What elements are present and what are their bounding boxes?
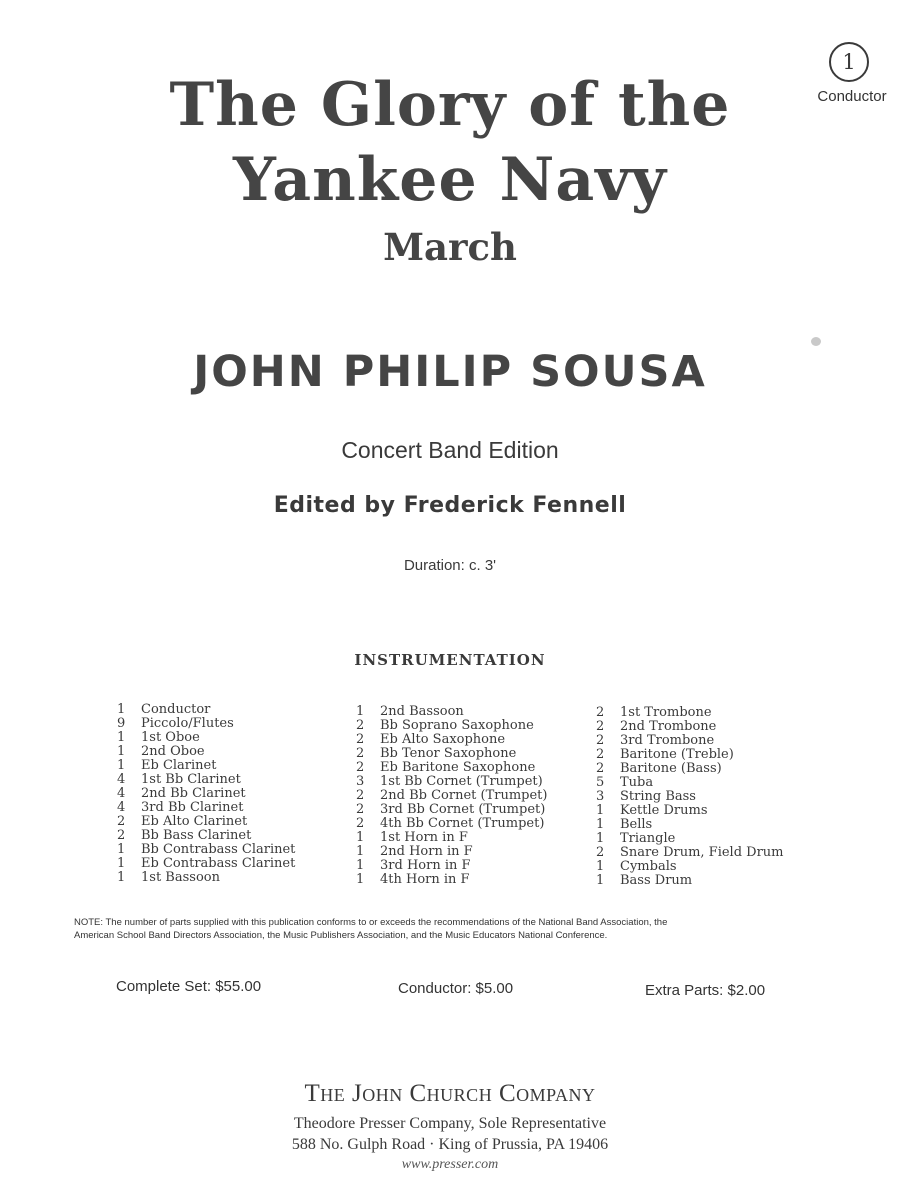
instrumentation-column-2 [356, 705, 547, 887]
instrument-name: Piccolo/Flutes [141, 716, 234, 731]
instrument-quantity: 4 [117, 772, 126, 787]
instrument-name: Bb Contrabass Clarinet [141, 842, 296, 857]
instrument-quantity: 2 [356, 816, 365, 831]
instrument-name: Snare Drum, Field Drum [620, 845, 784, 860]
instrument-name: 2nd Bb Clarinet [141, 786, 246, 801]
instrument-quantity: 4 [117, 786, 126, 801]
instrument-row [596, 804, 784, 818]
instrument-row [596, 748, 784, 762]
instrument-quantity: 1 [117, 870, 126, 885]
instrument-name: 1st Bb Cornet (Trumpet) [380, 774, 543, 789]
instrument-row [117, 857, 295, 871]
instrument-row [596, 818, 784, 832]
instrument-quantity: 2 [356, 802, 365, 817]
instrument-name: Bass Drum [620, 873, 693, 888]
instrument-row [356, 705, 547, 719]
instrument-quantity: 2 [117, 828, 126, 843]
instrument-name: Bb Tenor Saxophone [380, 746, 517, 761]
instrument-quantity: 2 [117, 814, 126, 829]
subtitle: March [383, 225, 517, 269]
price-conductor: Conductor: $5.00 [398, 980, 514, 997]
duration: Duration: c. 3' [403, 557, 497, 574]
instrument-quantity: 3 [356, 774, 365, 789]
instrument-row [596, 790, 784, 804]
instrument-name: 4th Horn in F [380, 872, 470, 887]
instrument-row [356, 789, 547, 803]
instrument-name: 3rd Bb Cornet (Trumpet) [380, 802, 546, 817]
publisher-name: The John Church Company [304, 1080, 596, 1107]
instrument-name: Eb Alto Clarinet [141, 814, 248, 829]
instrument-row [596, 720, 784, 734]
price-extra-parts: Extra Parts: $2.00 [645, 982, 766, 999]
instrument-quantity: 5 [596, 775, 605, 790]
instrument-row [117, 745, 295, 759]
instrument-name: 2nd Trombone [620, 719, 717, 734]
instrument-row [117, 759, 295, 773]
title-line-2: Yankee Navy [233, 145, 667, 215]
instrument-quantity: 2 [356, 788, 365, 803]
instrument-row [596, 874, 784, 888]
instrument-quantity: 1 [117, 842, 126, 857]
instrument-name: Bells [620, 817, 653, 832]
instrument-name: Eb Baritone Saxophone [380, 760, 536, 775]
instrument-name: 1st Bb Clarinet [141, 772, 241, 787]
instrument-quantity: 1 [596, 831, 605, 846]
instrument-name: Tuba [620, 775, 654, 790]
price-complete-set: Complete Set: $55.00 [116, 978, 262, 995]
instrument-row [117, 871, 295, 885]
instrument-row [356, 845, 547, 859]
instrument-name: Conductor [141, 702, 211, 717]
instrument-name: 3rd Trombone [620, 733, 715, 748]
instrument-name: 3rd Bb Clarinet [141, 800, 244, 815]
instrument-row [356, 873, 547, 887]
instrument-row [356, 733, 547, 747]
instrument-row [596, 706, 784, 720]
instrumentation-column-3 [596, 706, 784, 888]
instrument-name: Bb Soprano Saxophone [380, 718, 534, 733]
instrument-quantity: 1 [356, 704, 365, 719]
publisher-address: 588 No. Gulph Road · King of Prussia, PA 19406 [291, 1136, 609, 1153]
instrument-quantity: 2 [596, 845, 605, 860]
print-speck [811, 337, 821, 346]
instrument-row [117, 815, 295, 829]
instrument-row [356, 747, 547, 761]
instrument-quantity: 2 [596, 705, 605, 720]
instrument-row [117, 801, 295, 815]
instrument-row [596, 832, 784, 846]
instrument-quantity: 1 [596, 817, 605, 832]
instrument-row [117, 843, 295, 857]
instrument-row [117, 773, 295, 787]
instrument-name: Eb Contrabass Clarinet [141, 856, 296, 871]
instrument-row [117, 787, 295, 801]
note-line-1: NOTE: The number of parts supplied with this publication conforms to or exceeds the recommendations of the National Band Association, the [74, 917, 668, 928]
instrument-name: 2nd Bb Cornet (Trumpet) [380, 788, 548, 803]
instrument-name: Triangle [620, 831, 676, 846]
instrumentation-column-1 [117, 703, 295, 885]
title-line-1: The Glory of the [169, 70, 731, 140]
instrument-name: 1st Bassoon [141, 870, 220, 885]
instrument-quantity: 1 [356, 830, 365, 845]
instrument-name: Eb Clarinet [141, 758, 217, 773]
instrument-quantity: 1 [356, 858, 365, 873]
instrument-quantity: 2 [596, 719, 605, 734]
instrument-quantity: 2 [596, 761, 605, 776]
instrument-quantity: 1 [117, 730, 126, 745]
edition: Concert Band Edition [341, 437, 559, 463]
part-label: Conductor [817, 88, 887, 105]
instrument-row [356, 831, 547, 845]
instrument-name: String Bass [620, 789, 696, 804]
instrument-name: 2nd Oboe [141, 744, 205, 759]
instrument-quantity: 1 [596, 803, 605, 818]
instrument-row [356, 859, 547, 873]
instrument-quantity: 2 [356, 718, 365, 733]
instrument-name: 1st Horn in F [380, 830, 468, 845]
note-line-2: American School Band Directors Association, the Music Publishers Association, and the Music Educators National Conference. [74, 930, 608, 941]
instrument-quantity: 3 [596, 789, 605, 804]
instrument-quantity: 1 [596, 873, 605, 888]
instrumentation-heading: INSTRUMENTATION [354, 651, 546, 669]
instrument-quantity: 1 [596, 859, 605, 874]
instrument-quantity: 2 [356, 760, 365, 775]
instrument-name: 1st Trombone [620, 705, 712, 720]
instrument-quantity: 9 [117, 716, 126, 731]
instrument-name: 1st Oboe [141, 730, 200, 745]
instrument-quantity: 1 [117, 856, 126, 871]
instrument-quantity: 2 [596, 733, 605, 748]
instrument-row [117, 829, 295, 843]
instrument-row [117, 703, 295, 717]
instrument-quantity: 1 [117, 702, 126, 717]
instrument-quantity: 2 [356, 746, 365, 761]
instrument-quantity: 4 [117, 800, 126, 815]
instrument-quantity: 1 [356, 844, 365, 859]
instrument-name: 2nd Bassoon [380, 704, 464, 719]
note [74, 916, 874, 942]
instrument-row [356, 761, 547, 775]
publisher-representative: Theodore Presser Company, Sole Representative [293, 1115, 607, 1132]
instrument-row [356, 719, 547, 733]
part-number-badge: 1 [829, 42, 869, 82]
instrument-row [596, 762, 784, 776]
composer: JOHN PHILIP SOUSA [193, 347, 707, 397]
instrument-row [596, 734, 784, 748]
instrument-row [356, 817, 547, 831]
instrument-name: 2nd Horn in F [380, 844, 473, 859]
publisher-website: www.presser.com [401, 1157, 499, 1172]
editor: Edited by Frederick Fennell [273, 493, 627, 518]
instrument-name: Kettle Drums [620, 803, 708, 818]
instrument-quantity: 1 [356, 872, 365, 887]
instrument-row [117, 731, 295, 745]
instrument-quantity: 2 [356, 732, 365, 747]
instrument-name: Eb Alto Saxophone [380, 732, 506, 747]
instrument-name: Cymbals [620, 859, 677, 874]
instrument-row [356, 803, 547, 817]
instrument-name: Baritone (Bass) [620, 761, 722, 776]
instrument-quantity: 1 [117, 744, 126, 759]
instrument-name: 4th Bb Cornet (Trumpet) [380, 816, 545, 831]
instrument-row [356, 775, 547, 789]
instrument-name: Bb Bass Clarinet [141, 828, 252, 843]
instrument-row [596, 846, 784, 860]
instrument-quantity: 2 [596, 747, 605, 762]
instrument-name: 3rd Horn in F [380, 858, 471, 873]
instrument-quantity: 1 [117, 758, 126, 773]
instrument-row [117, 717, 295, 731]
instrument-row [596, 776, 784, 790]
instrument-row [596, 860, 784, 874]
instrument-name: Baritone (Treble) [620, 747, 734, 762]
